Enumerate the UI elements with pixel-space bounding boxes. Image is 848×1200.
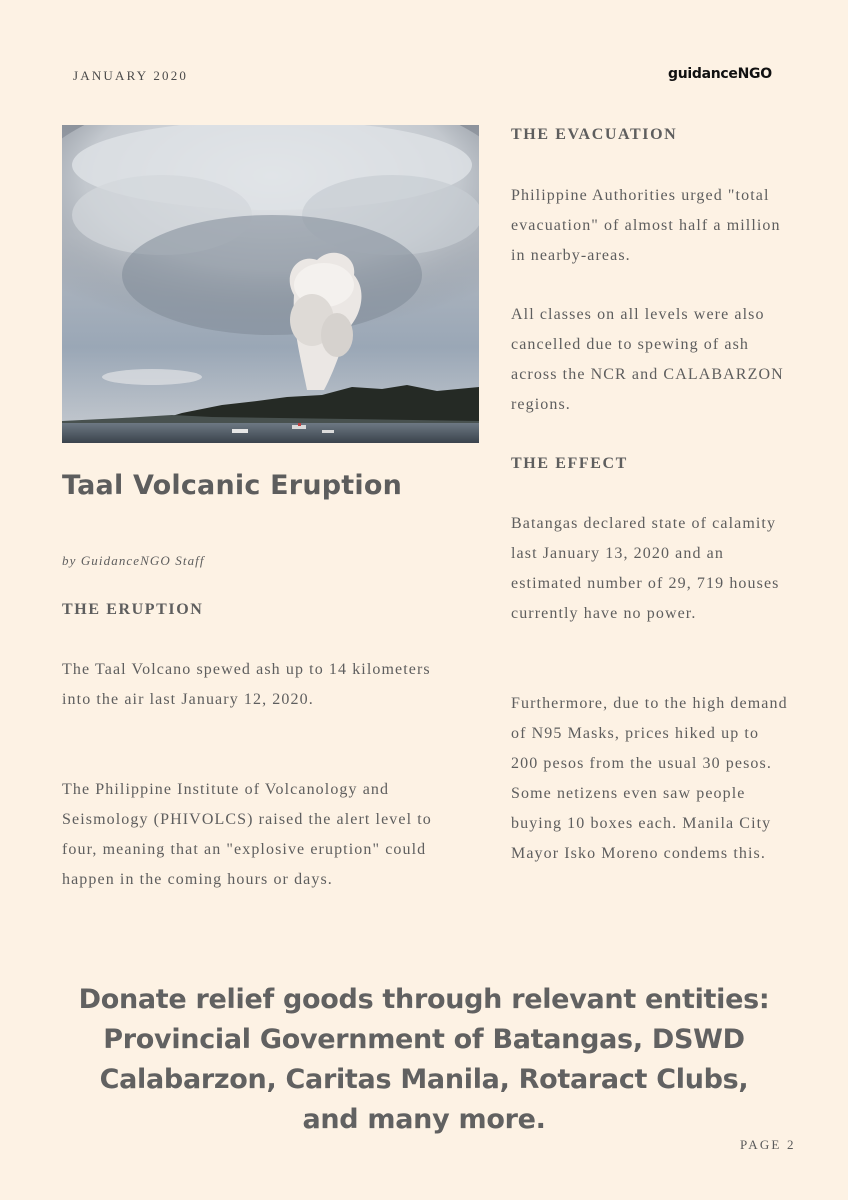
byline: by GuidanceNGO Staff xyxy=(62,553,205,568)
eruption-paragraph-1: The Taal Volcano spewed ash up to 14 kilometers into the air last January 12, 2020. xyxy=(62,661,431,708)
evacuation-paragraph-2: All classes on all levels were also cancelled due to spewing of ash across the NCR and CALABARZON regions. xyxy=(511,306,784,413)
eruption-heading: THE ERUPTION xyxy=(62,601,204,618)
article-title: Taal Volcanic Eruption xyxy=(62,470,403,501)
brand-logo: guidanceNGO xyxy=(668,66,772,82)
volcano-eruption-photo xyxy=(62,125,479,443)
effect-paragraph-2: Furthermore, due to the high demand of N95 Masks, prices hiked up to 200 pesos from the usual 30 pesos. Some netizens even saw people buying 10 boxes each. Manila City Mayor Isko Moreno condems this. xyxy=(511,695,788,862)
effect-heading: THE EFFECT xyxy=(511,455,628,472)
evacuation-heading: THE EVACUATION xyxy=(511,126,678,143)
effect-paragraph-1: Batangas declared state of calamity last January 13, 2020 and an estimated number of 29, 719 houses currently have no power. xyxy=(511,515,780,622)
evacuation-paragraph-1: Philippine Authorities urged "total evacuation" of almost half a million in nearby-areas. xyxy=(511,187,781,264)
eruption-paragraph-2: The Philippine Institute of Volcanology and Seismology (PHIVOLCS) raised the alert level to four, meaning that an "explosive eruption" could happen in the coming hours or days. xyxy=(62,781,432,888)
issue-date: JANUARY 2020 xyxy=(73,68,189,83)
page-number: PAGE 2 xyxy=(740,1137,796,1152)
donation-call-to-action: Donate relief goods through relevant entities: Provincial Government of Batangas, DSWD Calabarzon, Caritas Manila, Rotaract Clubs, and many more. xyxy=(78,984,770,1135)
